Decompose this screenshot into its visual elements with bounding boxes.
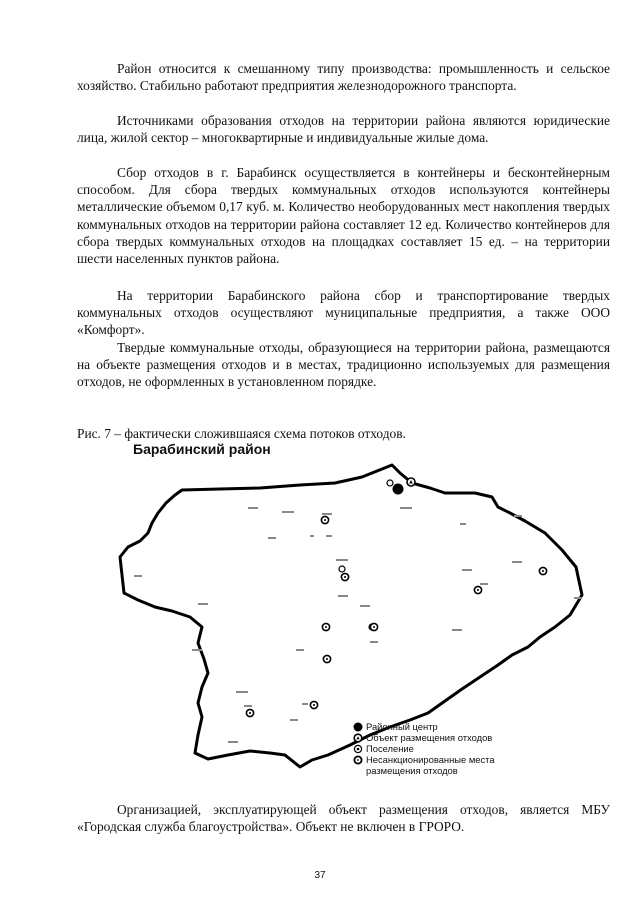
waste-facility-icon xyxy=(349,732,366,743)
figure-caption: Рис. 7 – фактически сложившаяся схема потоков отходов. xyxy=(77,426,406,441)
settlement-icon xyxy=(349,743,366,754)
legend-label: Поселение xyxy=(366,743,414,754)
district-center-icon xyxy=(349,721,366,732)
paragraph-2: Источниками образования отходов на территории района являются юридические лица, жилой сектор – многоквартирные и индивидуальные жилые дома. xyxy=(77,113,610,146)
paragraph-5: Твердые коммунальные отходы, образующиеся на территории района, размещаются на объекте размещения отходов и в местах, традиционно используемых для размещения отходов, не оформленных в установленном порядке. xyxy=(77,340,610,390)
paragraph-1: Район относится к смешанному типу производства: промышленность и сельское хозяйство. Стабильно работают предприятия железнодорожного транспорта. xyxy=(77,61,610,94)
map-legend xyxy=(349,721,546,776)
district-center-marker xyxy=(393,484,404,495)
paragraph-4: На территории Барабинского района сбор и транспортирование твердых коммунальных отходов осуществляют муниципальные предприятия, а также ООО «Комфорт». xyxy=(77,288,610,338)
unsanctioned-site-icon xyxy=(349,754,366,765)
page-number: 37 xyxy=(314,870,326,881)
legend-item xyxy=(349,721,546,732)
legend-item xyxy=(349,743,546,754)
legend-item xyxy=(349,732,546,743)
paragraph-3: Сбор отходов в г. Барабинск осуществляется в контейнеры и бесконтейнерным способом. Для сбора твердых коммунальных отходов используются контейнеры металлические объемом 0,17 куб. м. Количество необорудованных мест накопления твердых коммунальных отходов на территории района составляет 12 ед. Количество контейнеров для сбора твердых коммунальных отходов на площадках составляет 15 ед. – на территории шести населенных пунктов района. xyxy=(77,165,610,267)
waste-facility-marker xyxy=(407,478,415,486)
legend-label: Объект размещения отходов xyxy=(366,732,493,743)
closing-paragraph: Организацией, эксплуатирующей объект размещения отходов, является МБУ «Городская служба благоустройства». Объект не включен в ГРОРО. xyxy=(77,802,610,835)
map-title: Барабинский район xyxy=(133,441,271,457)
legend-label: Несанкционированные места размещения отходов xyxy=(366,754,495,776)
legend-item xyxy=(349,754,546,776)
legend-label: Районный центр xyxy=(366,721,438,732)
